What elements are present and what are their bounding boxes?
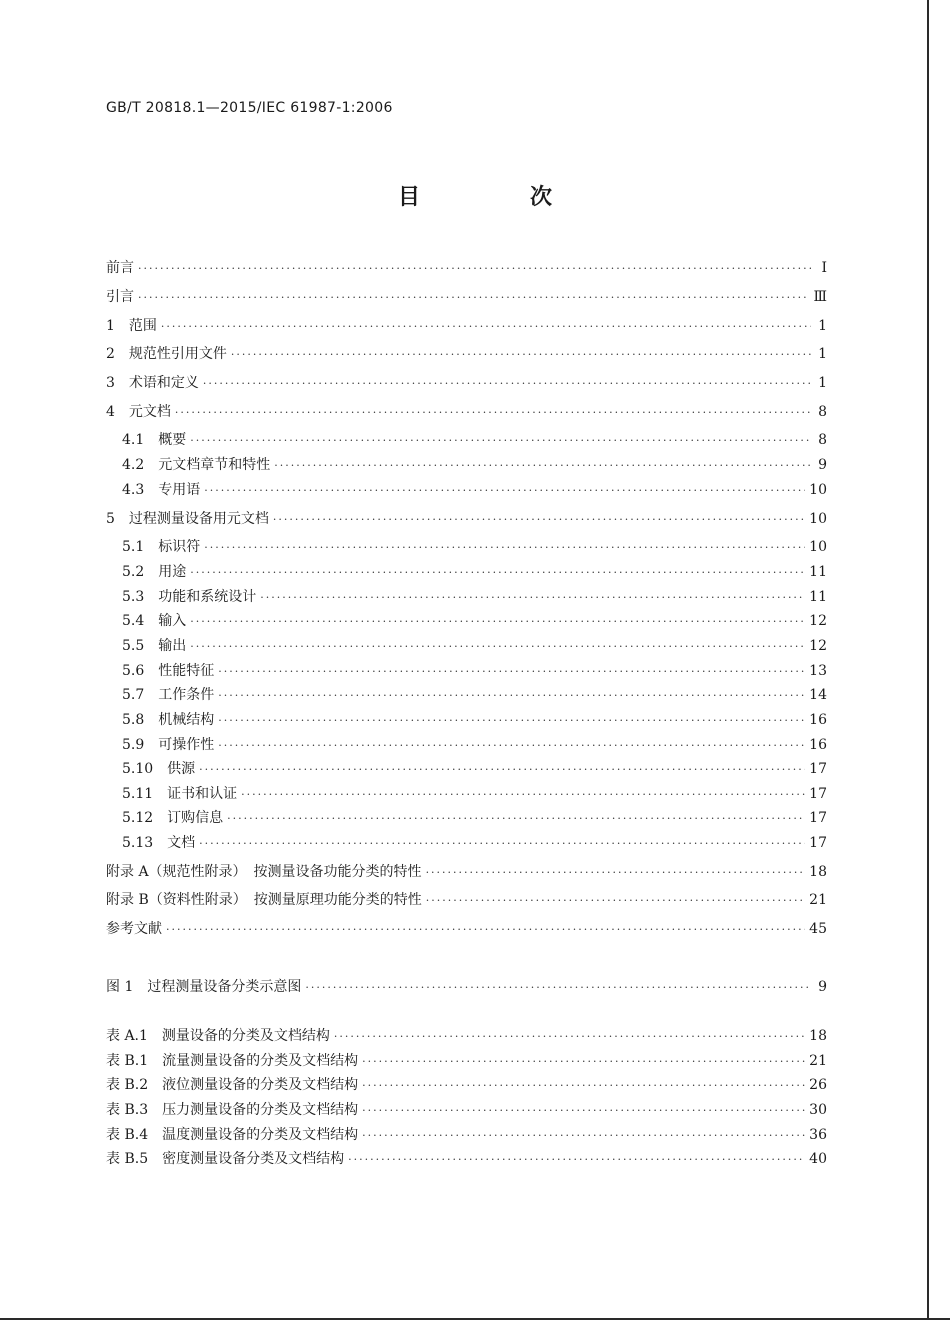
leader-dots (334, 1026, 805, 1048)
toc-entry-page: 14 (809, 687, 827, 703)
toc-entry-page: 12 (809, 613, 827, 629)
toc-entry-label: 5.6 性能特征 (122, 663, 215, 679)
standard-code: GB/T 20818.1—2015/IEC 61987-1:2006 (106, 100, 393, 116)
toc-entry-label: 5.8 机械结构 (122, 712, 215, 728)
toc-entry-label: 4.3 专用语 (122, 482, 201, 498)
toc-entry-5-2[interactable] (122, 561, 827, 583)
leader-dots (231, 344, 811, 366)
toc-entry-5[interactable] (106, 508, 827, 530)
toc-entry-page: 45 (809, 921, 827, 937)
leader-dots (190, 562, 805, 584)
toc-entry-5-5[interactable] (122, 635, 827, 657)
toc-entry-table-a1[interactable] (106, 1025, 827, 1047)
toc-entry-label: 附录 A（规范性附录） 按测量设备功能分类的特性 (106, 864, 422, 880)
leader-dots (362, 1100, 805, 1122)
toc-entry-introduction[interactable] (106, 286, 827, 308)
toc-entry-label: 表 B.1 流量测量设备的分类及文档结构 (106, 1053, 359, 1069)
toc-entry-label: 4 元文档 (106, 404, 171, 420)
toc-entry-label: 2 规范性引用文件 (106, 346, 227, 362)
toc-entry-label: 图 1 过程测量设备分类示意图 (106, 979, 302, 995)
toc-entry-5-1[interactable] (122, 536, 827, 558)
leader-dots (305, 977, 811, 999)
toc-entry-5-11[interactable] (122, 783, 827, 805)
leader-dots (190, 611, 805, 633)
toc-entry-label: 4.1 概要 (122, 432, 187, 448)
toc-entry-4-3[interactable] (122, 479, 827, 501)
leader-dots (218, 710, 805, 732)
leader-dots (426, 890, 805, 912)
leader-dots (190, 636, 805, 658)
toc-entry-page: 13 (809, 663, 827, 679)
toc-entry-5-3[interactable] (122, 586, 827, 608)
page-title: 目 次 (397, 185, 596, 210)
toc-entry-page: 16 (809, 737, 827, 753)
toc-entry-label: 参考文献 (106, 921, 162, 937)
toc-entry-page: 10 (809, 511, 827, 527)
toc-entry-page: 17 (809, 786, 827, 802)
toc-entry-page: Ⅰ (821, 260, 827, 276)
toc-entry-page: 11 (809, 564, 827, 580)
toc-entry-page: 21 (809, 1053, 827, 1069)
toc-entry-page: 8 (818, 432, 827, 448)
toc-entry-page: 1 (818, 346, 827, 362)
toc-entry-label: 5.4 输入 (122, 613, 187, 629)
toc-entry-page: 17 (809, 835, 827, 851)
toc-entry-page: 18 (809, 1028, 827, 1044)
toc-entry-5-8[interactable] (122, 709, 827, 731)
leader-dots (426, 862, 806, 884)
leader-dots (362, 1125, 805, 1147)
toc-entry-page: 10 (809, 482, 827, 498)
toc-entry-3[interactable] (106, 372, 827, 394)
leader-dots (203, 373, 811, 395)
toc-entry-label: 5.11 证书和认证 (122, 786, 238, 802)
leader-dots (199, 759, 805, 781)
toc-entry-5-13[interactable] (122, 832, 827, 854)
leader-dots (362, 1075, 805, 1097)
toc-entry-page: 17 (809, 761, 827, 777)
toc-entry-table-b3[interactable] (106, 1099, 827, 1121)
toc-entry-page: 12 (809, 638, 827, 654)
toc-entry-label: 5.12 订购信息 (122, 810, 224, 826)
toc-entry-table-b1[interactable] (106, 1050, 827, 1072)
toc-entry-page: 40 (809, 1151, 827, 1167)
toc-entry-5-12[interactable] (122, 807, 827, 829)
toc-entry-annex-b[interactable] (106, 889, 827, 911)
toc-entry-table-b5[interactable] (106, 1148, 827, 1170)
toc-entry-page: 1 (818, 375, 827, 391)
toc-entry-table-b4[interactable] (106, 1124, 827, 1146)
toc-entry-5-4[interactable] (122, 610, 827, 632)
leader-dots (161, 316, 811, 338)
toc-entry-label: 表 B.4 温度测量设备的分类及文档结构 (106, 1127, 359, 1143)
toc-entry-4[interactable] (106, 401, 827, 423)
toc-entry-5-10[interactable] (122, 758, 827, 780)
toc-entry-label: 引言 (106, 289, 134, 305)
toc-entry-page: 16 (809, 712, 827, 728)
toc-entry-page: 9 (818, 979, 827, 995)
toc-entry-5-6[interactable] (122, 660, 827, 682)
toc-entry-label: 5.9 可操作性 (122, 737, 215, 753)
toc-entry-label: 5.2 用途 (122, 564, 187, 580)
leader-dots (227, 808, 805, 830)
leader-dots (348, 1149, 805, 1171)
leader-dots (199, 833, 805, 855)
leader-dots (273, 509, 805, 531)
leader-dots (175, 402, 811, 424)
leader-dots (241, 784, 805, 806)
toc-entry-label: 表 A.1 测量设备的分类及文档结构 (106, 1028, 330, 1044)
toc-entry-label: 5.1 标识符 (122, 539, 201, 555)
toc-entry-label: 前言 (106, 260, 134, 276)
toc-entry-page: 8 (818, 404, 827, 420)
toc-entry-1[interactable] (106, 315, 827, 337)
toc-entry-table-b2[interactable] (106, 1074, 827, 1096)
toc-entry-page: Ⅲ (813, 289, 827, 305)
toc-entry-foreword[interactable] (106, 257, 827, 279)
toc-entry-label: 表 B.5 密度测量设备分类及文档结构 (106, 1151, 345, 1167)
toc-entry-page: 26 (809, 1077, 827, 1093)
toc-entry-label: 5 过程测量设备用元文档 (106, 511, 269, 527)
toc-entry-label: 5.3 功能和系统设计 (122, 589, 257, 605)
toc-entry-page: 36 (809, 1127, 827, 1143)
toc-entry-label: 5.7 工作条件 (122, 687, 215, 703)
toc-entry-5-9[interactable] (122, 734, 827, 756)
toc-entry-4-2[interactable] (122, 454, 827, 476)
toc-entry-figure-1[interactable] (106, 976, 827, 998)
toc-entry-4-1[interactable] (122, 429, 827, 451)
leader-dots (138, 258, 811, 280)
leader-dots (218, 685, 805, 707)
toc-entry-2[interactable] (106, 343, 827, 365)
toc-entry-label: 表 B.3 压力测量设备的分类及文档结构 (106, 1102, 359, 1118)
toc-entry-page: 11 (809, 589, 827, 605)
toc-entry-page: 9 (818, 457, 827, 473)
toc-entry-5-7[interactable] (122, 684, 827, 706)
toc-entry-page: 18 (809, 864, 827, 880)
leader-dots (218, 661, 805, 683)
leader-dots (190, 430, 811, 452)
leader-dots (204, 537, 805, 559)
toc-entry-page: 17 (809, 810, 827, 826)
toc-entry-label: 5.13 文档 (122, 835, 196, 851)
toc-entry-label: 表 B.2 液位测量设备的分类及文档结构 (106, 1077, 359, 1093)
leader-dots (204, 480, 805, 502)
toc-entry-page: 30 (809, 1102, 827, 1118)
toc-entry-page: 10 (809, 539, 827, 555)
leader-dots (274, 455, 811, 477)
toc-entry-label: 4.2 元文档章节和特性 (122, 457, 271, 473)
toc-entry-label: 5.10 供源 (122, 761, 196, 777)
leader-dots (138, 287, 809, 309)
toc-entry-label: 附录 B（资料性附录） 按测量原理功能分类的特性 (106, 892, 422, 908)
toc-entry-label: 1 范围 (106, 318, 157, 334)
leader-dots (218, 735, 805, 757)
toc-entry-annex-a[interactable] (106, 861, 827, 883)
toc-entry-page: 1 (818, 318, 827, 334)
leader-dots (166, 919, 805, 941)
toc-entry-label: 5.5 输出 (122, 638, 187, 654)
leader-dots (260, 587, 805, 609)
leader-dots (362, 1051, 805, 1073)
toc-entry-bibliography[interactable] (106, 918, 827, 940)
toc-entry-page: 21 (809, 892, 827, 908)
toc-entry-label: 3 术语和定义 (106, 375, 199, 391)
